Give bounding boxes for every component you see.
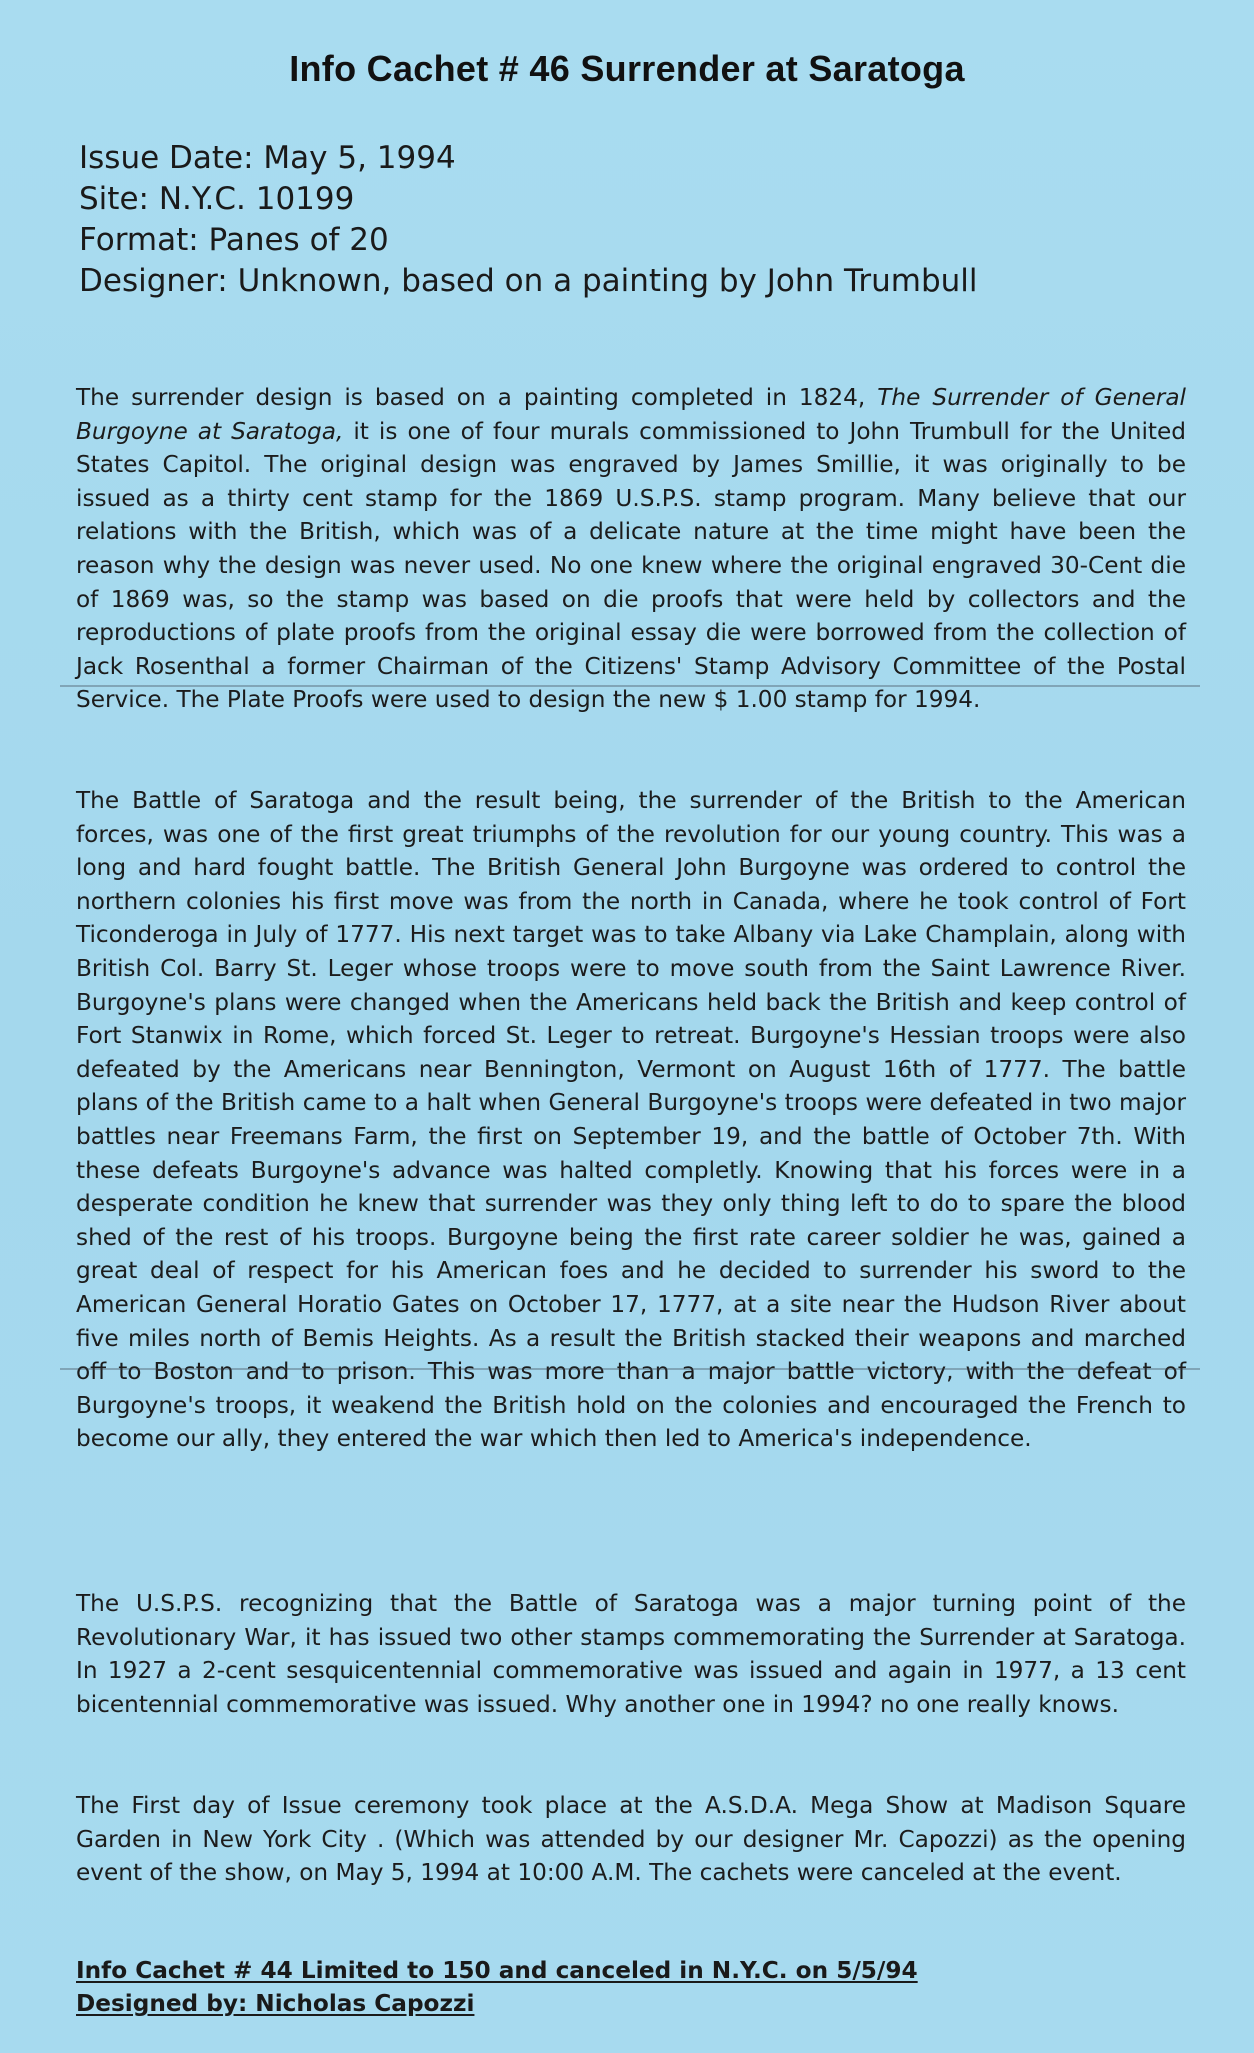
- paragraph-battle-history: The Battle of Saratoga and the result being, the surrender of the British to the American forces, was one of the first great triumphs of the revolution for our young country. This was a long and hard fought battle. The British General John Burgoyne was ordered to control the northern colonies his first move was from the north in Canada, where he took control of Fort Ticonderoga in July of 1777. His next target was to take Albany via Lake Champlain, along with British Col. Barry St. Leger whose troops were to move south from the Saint Lawrence River. Burgoyne's plans were changed when the Americans held back the British and keep control of Fort Stanwix in Rome, which forced St. Leger to retreat. Burgoyne's Hessian troops were also defeated by the Americans near Bennington, Vermont on August 16th of 1777. The battle plans of the British came to a halt when General Burgoyne's troops were defeated in two major battles near Freemans Farm, the first on September 19, and the battle of October 7th. With these defeats Burgoyne's advance was halted completly. Knowing that his forces were in a desperate condition he knew that surrender was they only thing left to do to spare the blood shed of the rest of his troops. Burgoyne being the first rate career soldier he was, gained a great deal of respect for his American foes and he decided to surrender his sword to the American General Horatio Gates on October 17, 1777, at a site near the Hudson River about five miles north of Bemis Heights. As a result the British stacked their weapons and marched off to Boston and to prison. This was more than a major battle victory, with the defeat of Burgoyne's troops, it weakend the British hold on the colonies and encouraged the French to become our ally, they entered the war which then led to America's independence.: [76, 787, 1186, 1453]
- document-title: Info Cachet # 46 Surrender at Saratoga: [289, 48, 965, 89]
- fold-line: [60, 685, 1200, 687]
- issue-format: Format: Panes of 20: [79, 222, 389, 258]
- painting-title: The Surrender of General Burgoyne at Saratoga,: [76, 384, 1186, 445]
- issue-site: Site: N.Y.C. 10199: [79, 181, 355, 217]
- paragraph-rest: it is one of four murals commissioned to John Trumbull for the United States Capitol. The original design was engraved by James Smillie, it was originally to be issued as a thirty cent stamp for the 1869 U.S.P.S. stamp program. Many believe that our relations with the British, which was of a delicate nature at the time might have been the reason why the design was never used. No one knew where the original engraved 30-Cent die of 1869 was, so the stamp was based on die proofs that were held by collectors and the reproductions of plate proofs from the original essay die were borrowed from the collection of Jack Rosenthal a former Chairman of the Citizens' Stamp Advisory Committee of the Postal Service. The Plate Proofs were used to design the new $ 1.00 stamp for 1994.: [76, 417, 1187, 714]
- paragraph-first-day-ceremony: The First day of Issue ceremony took place at the A.S.D.A. Mega Show at Madison Square Garden in New York City . (Which was attended by our designer Mr. Capozzi) as the opening event of the show, on May 5, 1994 at 10:00 A.M. The cachets were canceled at the event.: [76, 1792, 1186, 1887]
- issue-date: Issue Date: May 5, 1994: [79, 140, 456, 176]
- stamp-details: [79, 138, 1179, 302]
- cachet-limit-note: Info Cachet # 44 Limited to 150 and canceled in N.Y.C. on 5/5/94: [76, 1957, 918, 1984]
- cachet-designer-credit: Designed by: Nicholas Capozzi: [76, 1990, 475, 2017]
- cachet-footer: [76, 1954, 1176, 2020]
- paragraph-design-history: [76, 381, 1186, 717]
- paragraph-intro: The surrender design is based on a painting completed in 1824,: [76, 384, 878, 411]
- paragraph-previous-stamps: The U.S.P.S. recognizing that the Battle of Saratoga was a major turning point of the Revolutionary War, it has issued two other stamps commemorating the Surrender at Saratoga. In 1927 a 2-cent sesquicentennial commemorative was issued and again in 1977, a 13 cent bicentennial commemorative was issued. Why another one in 1994? no one really knows.: [76, 1590, 1186, 1718]
- fold-line: [60, 1368, 1200, 1370]
- stamp-designer: Designer: Unknown, based on a painting by John Trumbull: [79, 263, 978, 299]
